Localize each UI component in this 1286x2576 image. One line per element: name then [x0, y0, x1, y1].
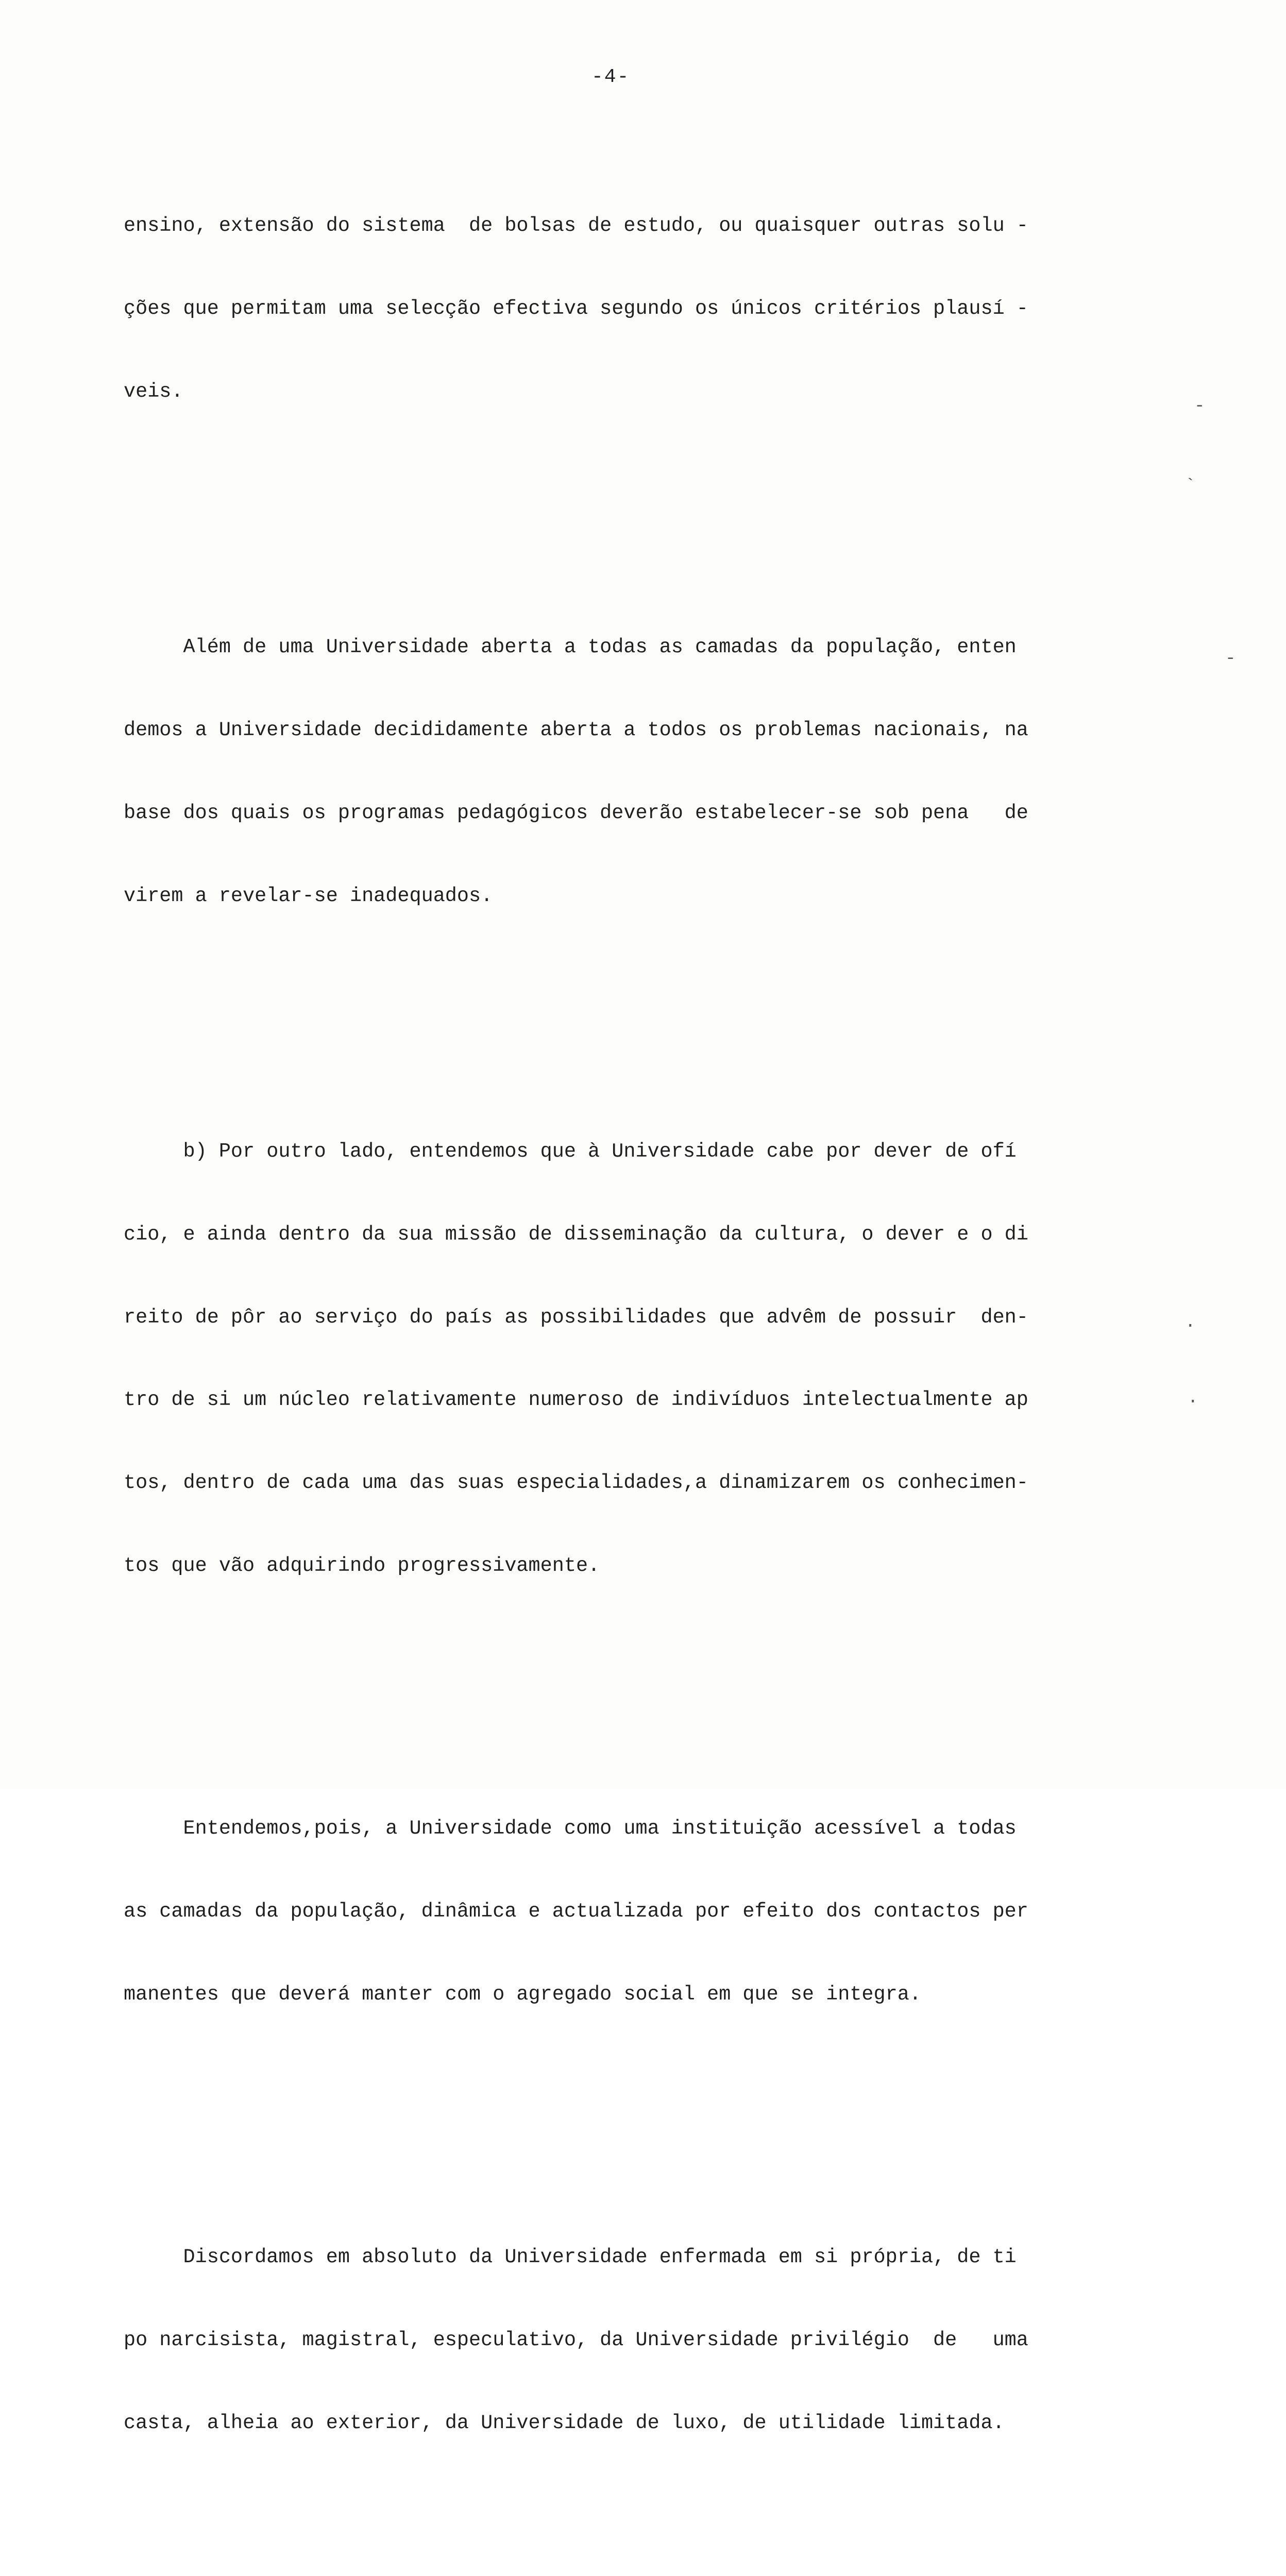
paragraph	[124, 579, 1097, 965]
paragraph	[124, 1760, 1097, 2064]
text-line: tos que vão adquirindo progressivamente.	[124, 1554, 600, 1577]
text-line: tro de si um núcleo relativamente numeroso de indivíduos intelectualmente ap	[124, 1388, 1028, 1412]
text-line: virem a revelar-se inadequados.	[124, 884, 493, 907]
text-line: tos, dentro de cada uma das suas especialidades,a dinamizarem os conhecimen-	[124, 1471, 1028, 1495]
text-line: base dos quais os programas pedagógicos deverão estabelecer-se sob pena de	[124, 801, 1028, 824]
body-text	[124, 102, 1097, 2576]
margin-dash-mark: -	[1194, 397, 1205, 416]
text-line: po narcisista, magistral, especulativo, da Universidade privilégio de uma	[124, 2328, 1028, 2351]
margin-tick-mark: `	[1185, 477, 1196, 496]
text-line: veis.	[124, 380, 183, 403]
text-line: ções que permitam uma selecção efectiva segundo os únicos critérios plausí -	[124, 297, 1028, 320]
text-line: casta, alheia ao exterior, da Universidade de luxo, de utilidade limitada.	[124, 2411, 1005, 2434]
text-line: reito de pôr ao serviço do país as possibilidades que advêm de possuir den-	[124, 1306, 1028, 1329]
paragraph	[124, 2189, 1097, 2493]
text-line: Discordamos em absoluto da Universidade enfermada em si própria, de ti	[124, 2246, 1017, 2269]
text-line: manentes que deverá manter com o agregado social em que se integra.	[124, 1982, 921, 2006]
page-number: -4-	[591, 66, 630, 88]
text-line: Além de uma Universidade aberta a todas as camadas da população, enten	[124, 636, 1017, 659]
text-line: ensino, extensão do sistema de bolsas de estudo, ou quaisquer outras solu -	[124, 214, 1028, 238]
margin-dash-mark: -	[1225, 649, 1236, 669]
margin-dot-mark: ·	[1188, 1392, 1198, 1412]
text-line: Entendemos,pois, a Universidade como uma instituição acessível a todas	[124, 1817, 1017, 1840]
paragraph	[124, 1083, 1097, 1635]
paragraph	[124, 157, 1097, 461]
margin-dot-mark: ·	[1185, 1316, 1196, 1336]
text-line: as camadas da população, dinâmica e actualizada por efeito dos contactos per	[124, 1900, 1028, 1923]
text-line: b) Por outro lado, entendemos que à Universidade cabe por dever de ofí	[124, 1140, 1017, 1163]
text-line: cio, e ainda dentro da sua missão de disseminação da cultura, o dever e o di	[124, 1223, 1028, 1246]
text-line: demos a Universidade decididamente aberta a todos os problemas nacionais, na	[124, 719, 1028, 742]
